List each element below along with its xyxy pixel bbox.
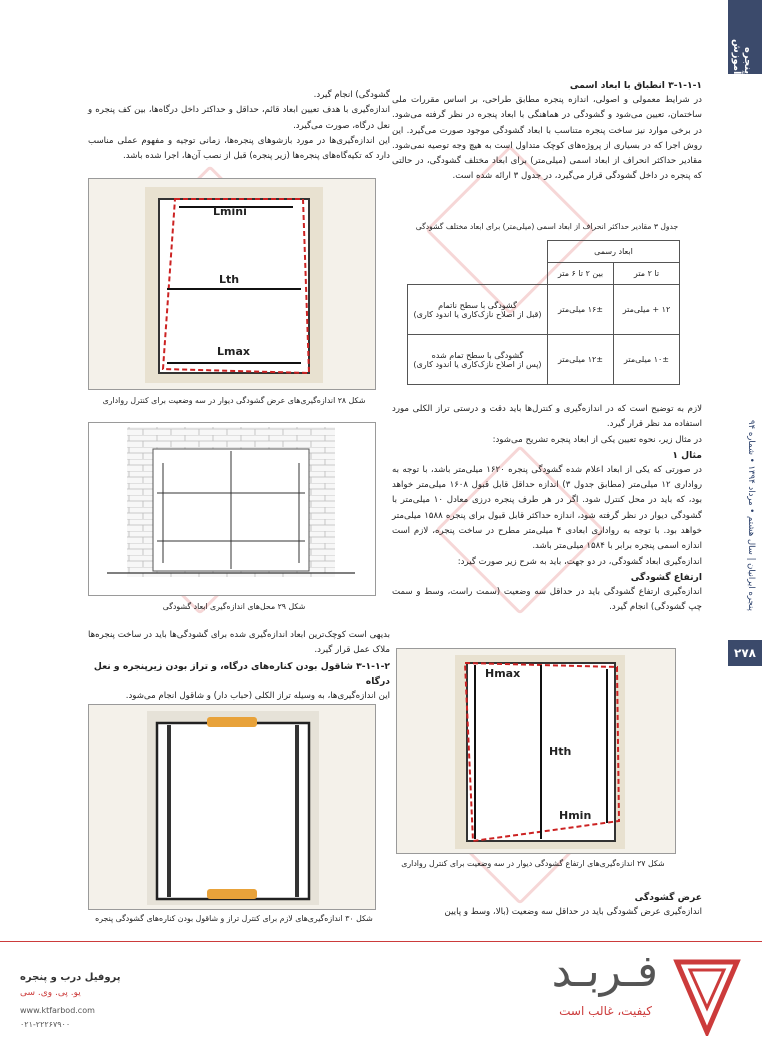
table-row-label: گشودگی با سطح ناتمام (قبل از اصلاح نازک‌کاری یا اندود کاری) xyxy=(408,285,548,335)
product-title: پروفیل درب و پنجره xyxy=(20,972,121,983)
paragraph: لازم به توضیح است که در اندازه‌گیری و کنترل‌ها باید دقت و درستی تراز الکلی مورد استفاده مد نظر قرار گیرد. xyxy=(392,404,702,430)
brand-name: فـربـد xyxy=(551,946,658,997)
right-column xyxy=(392,78,702,185)
figure-28-caption: شکل ۲۸ اندازه‌گیری‌های عرض گشودگی دیوار در سه وضعیت برای کنترل رواداری xyxy=(102,396,366,405)
figure-27-caption: شکل ۲۷ اندازه‌گیری‌های ارتفاع گشودگی دیوار در سه وضعیت برای کنترل رواداری xyxy=(401,859,665,868)
level-plumb-diagram xyxy=(88,705,375,910)
figure-30 xyxy=(88,704,376,910)
paragraph: گشودگی) انجام گیرد. xyxy=(313,90,390,100)
subsection-heading: ارتفاع گشودگی xyxy=(630,571,702,583)
label-lmini: Lmini xyxy=(213,205,247,218)
figure-29 xyxy=(88,422,376,596)
paragraph: اندازه‌گیری با هدف تعیین ابعاد قائم، حداقل و حداکثر داخل درگاه‌ها، بین کف پنجره و نعل درگاه، صورت می‌گیرد. xyxy=(88,105,390,131)
paragraph: در شرایط معمولی و اصولی، اندازه پنجره مطابق طراحی، بر اساس مقررات ملی ساختمان، تعیین می‌شود و گشودگی در هماهنگی با ابعاد پنجره در نظر گرفته می‌شود. در برخی موارد نیز ساخت پنجره متناسب با ابعاد گشودگی موجود صورت می‌گیرد. این روش اجرا که در بسیاری از پروژه‌های کوچک متداول است به هیچ وجه توصیه نمی‌شود. مقادیر حداکثر انحراف از ابعاد اسمی (میلی‌متر) برای ابعاد مختلف گشودگی، در حالتی که پنجره در داخل گشودگی قرار می‌گیرد، در جدول ۳ ارائه شده است. xyxy=(392,95,702,182)
paragraph: اندازه‌گیری عرض گشودگی باید در حداقل سه وضعیت (بالا، وسط و پایین xyxy=(444,907,702,917)
section-tab-label: پنجره آموزش xyxy=(731,38,753,74)
subsection-heading: عرض گشودگی xyxy=(634,892,702,903)
label-lth: Lth xyxy=(219,273,240,286)
table-header-main: ابعاد رسمی xyxy=(548,241,680,263)
brand-logo-icon xyxy=(672,956,742,1036)
label-hmax: Hmax xyxy=(485,667,521,680)
opening-locations-diagram xyxy=(88,423,375,596)
table-cell: ۱۲± میلی‌متر xyxy=(548,335,614,385)
paragraph: در صورتی که یکی از ابعاد اعلام شده گشودگی پنجره ۱۶۲۰ میلی‌متر باشد، با توجه به رواداری ۱۲ میلی‌متر (مطابق جدول ۳) اندازه حداقل قابل قبول ۱۶۰۸ میلی‌متر خواهد بود، که باید در محل کنترل شود. اگر در هر طرف پنجره درزی معادل ۱۰ میلی‌متر با گشودگی دیوار در نظر گرفته شود، اندازه حداکثر قابل قبول برای پنجره ۱۵۸۸ میلی‌متر خواهد بود. با توجه به رواداری ابعادی ۴ میلی‌متر مطرح در ساخت پنجره، لازم است اندازه اسمی پنجره برابر با ۱۵۸۴ میلی‌متر باشد. xyxy=(392,464,702,552)
section-heading: ۳-۱-۱-۱ انطباق با ابعاد اسمی xyxy=(569,80,702,91)
figure-27 xyxy=(396,648,676,854)
left-column xyxy=(88,88,390,164)
label-hmin: Hmin xyxy=(559,809,592,822)
product-subtitle: یو. پی. وی. سی xyxy=(20,988,81,998)
paragraph: بدیهی است کوچک‌ترین ابعاد اندازه‌گیری شده برای گشودگی‌ها باید در ساخت پنجره‌ها ملاک عمل قرار گیرد. xyxy=(88,630,390,656)
paragraph: این اندازه‌گیری‌ها، به وسیله تراز الکلی (حباب دار) و شاقول انجام می‌شود. xyxy=(125,690,390,701)
paragraph: در مثال زیر، نحوه تعیین یکی از ابعاد پنجره تشریح می‌شود: xyxy=(492,434,702,445)
phone: ۰۲۱-۲۲۲۶۷۹۰۰ xyxy=(20,1020,71,1029)
table-caption: جدول ۳ مقادیر حداکثر انحراف از ابعاد اسمی (میلی‌متر) برای ابعاد مختلف گشودگی xyxy=(415,222,679,231)
issue-strip-label: پنجره ایرانیان | سال هشتم • مرداد ۱۳۹۴ • شماره ۹۴ xyxy=(746,420,756,611)
table-col1: تا ۲ متر xyxy=(614,263,680,285)
paragraph: اندازه‌گیری ارتفاع گشودگی باید در حداقل سه وضعیت (سمت راست، وسط و سمت چپ گشودگی) انجام گیرد. xyxy=(392,586,702,613)
figure-28 xyxy=(88,178,376,390)
footer-ad xyxy=(0,942,762,1045)
website: www.ktfarbod.com xyxy=(20,1006,95,1015)
figure-30-caption: شکل ۳۰ اندازه‌گیری‌های لازم برای کنترل تراز و شاقول بودن کناره‌های گشودگی پنجره xyxy=(95,914,373,923)
label-lmax: Lmax xyxy=(217,345,250,358)
table-col2: بین ۲ تا ۶ متر xyxy=(548,263,614,285)
section-heading: ۳-۱-۱-۲ شاقول بودن کناره‌های درگاه، و تراز بودن زیرپنجره و نعل درگاه xyxy=(93,660,390,687)
tolerance-table xyxy=(407,240,680,385)
height-measure-diagram xyxy=(396,649,675,854)
figure-29-caption: شکل ۲۹ محل‌های اندازه‌گیری ابعاد گشودگی xyxy=(162,602,306,611)
right-column-lower xyxy=(392,402,702,616)
page-number: ۲۷۸ xyxy=(728,640,762,666)
right-column-bottom xyxy=(392,890,702,920)
table-cell: ۱۶± میلی‌متر xyxy=(548,285,614,335)
table-row-label: گشودگی با سطح تمام شده (پس از اصلاح نازک‌کاری یا اندود کاری) xyxy=(408,335,548,385)
brand-slogan: کیفیت، غالب است xyxy=(559,1004,652,1018)
paragraph: اندازه‌گیری ابعاد گشودگی، در دو جهت، باید به شرح زیر صورت گیرد: xyxy=(457,556,702,567)
example-heading: مثال ۱ xyxy=(672,449,702,461)
section-tab xyxy=(728,0,762,74)
issue-strip xyxy=(736,420,756,640)
paragraph: این اندازه‌گیری‌ها در مورد بازشوهای پنجره‌ها، زمانی توجیه و مفهوم عملی مناسب دارد که تکیه‌گاه‌های پنجره‌ها (زیر پنجره) قبل از نصب آن‌ها، اجرا شده باشد. xyxy=(88,135,390,162)
left-column-middle xyxy=(88,628,390,704)
table-cell: ۱۲ + میلی‌متر xyxy=(614,285,680,335)
label-hth: Hth xyxy=(549,745,572,758)
table-cell: ۱۰± میلی‌متر xyxy=(614,335,680,385)
